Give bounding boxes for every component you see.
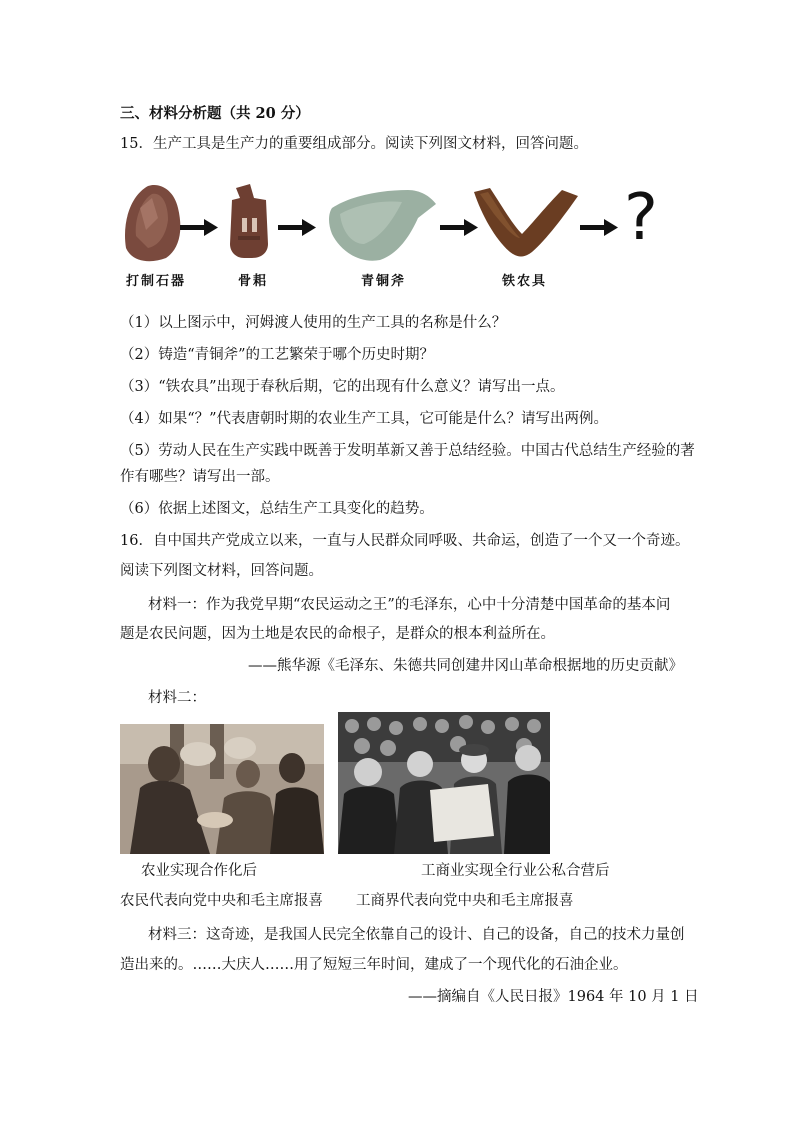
iron-plow-icon: [474, 188, 578, 257]
photo-caption: 工商业实现全行业公私合营后: [421, 863, 610, 879]
arrow-right-icon: [580, 219, 618, 236]
subquestion: （4）如果“？”代表唐朝时期的农业生产工具，它可能是什么？请写出两例。: [120, 411, 609, 427]
stone-tool-icon: [125, 185, 180, 261]
arrow-right-icon: [440, 219, 478, 236]
photo-caption: 工商界代表向党中央和毛主席报喜: [356, 893, 574, 909]
tool-label: 骨耜: [238, 274, 269, 289]
arrow-right-icon: [278, 219, 316, 236]
tool-label: 打制石器: [126, 274, 187, 289]
subquestion: （1）以上图示中，河姆渡人使用的生产工具的名称是什么？: [120, 315, 507, 331]
section-title: 三、材料分析题（共 20 分）: [120, 105, 310, 122]
photo-caption: 农民代表向党中央和毛主席报喜: [120, 893, 323, 909]
bone-spade-icon: [230, 184, 268, 258]
material1-source: ——熊华源《毛泽东、朱德共同创建井冈山革命根据地的历史贡献》: [248, 658, 683, 674]
question-mark: ?: [624, 181, 658, 255]
q15-stem: 15．生产工具是生产力的重要组成部分。阅读下列图文材料，回答问题。: [120, 136, 588, 152]
photo-caption: 农业实现合作化后: [141, 863, 257, 879]
subquestion: （6）依据上述图文，总结生产工具变化的趋势。: [120, 501, 434, 517]
subquestion: （2）铸造“青铜斧”的工艺繁荣于哪个历史时期？: [120, 347, 435, 363]
material1: 题是农民问题，因为土地是农民的命根子，是群众的根本利益所在。: [120, 626, 555, 642]
material1: 材料一：作为我党早期“农民运动之王”的毛泽东，心中十分清楚中国革命的基本问: [148, 597, 671, 613]
q16-stem: 16．自中国共产党成立以来，一直与人民群众同呼吸、共命运，创造了一个又一个奇迹。: [120, 533, 690, 549]
arrow-right-icon: [180, 219, 218, 236]
tool-label: 青铜斧: [361, 274, 407, 289]
q16-stem: 阅读下列图文材料，回答问题。: [120, 563, 323, 579]
material3: 材料三：这奇迹，是我国人民完全依靠自己的设计、自己的设备，自己的技术力量创: [148, 927, 685, 943]
material3: 造出来的。……大庆人……用了短短三年时间，建成了一个现代化的石油企业。: [120, 957, 628, 973]
subquestion: 作有哪些？请写出一部。: [120, 469, 280, 485]
subquestion: （5）劳动人民在生产实践中既善于发明革新又善于总结经验。中国古代总结生产经验的著: [120, 443, 695, 459]
material2-label: 材料二：: [148, 690, 206, 706]
material3-source: ——摘编自《人民日报》1964 年 10 月 1 日: [408, 989, 699, 1005]
photo-businessmen-reporting: [338, 712, 550, 854]
tool-label: 铁农具: [502, 274, 548, 289]
bronze-axe-icon: [329, 190, 436, 261]
subquestion: （3）“铁农具”出现于春秋后期，它的出现有什么意义？请写出一点。: [120, 379, 565, 395]
photo-farmers-reporting: [120, 724, 324, 854]
